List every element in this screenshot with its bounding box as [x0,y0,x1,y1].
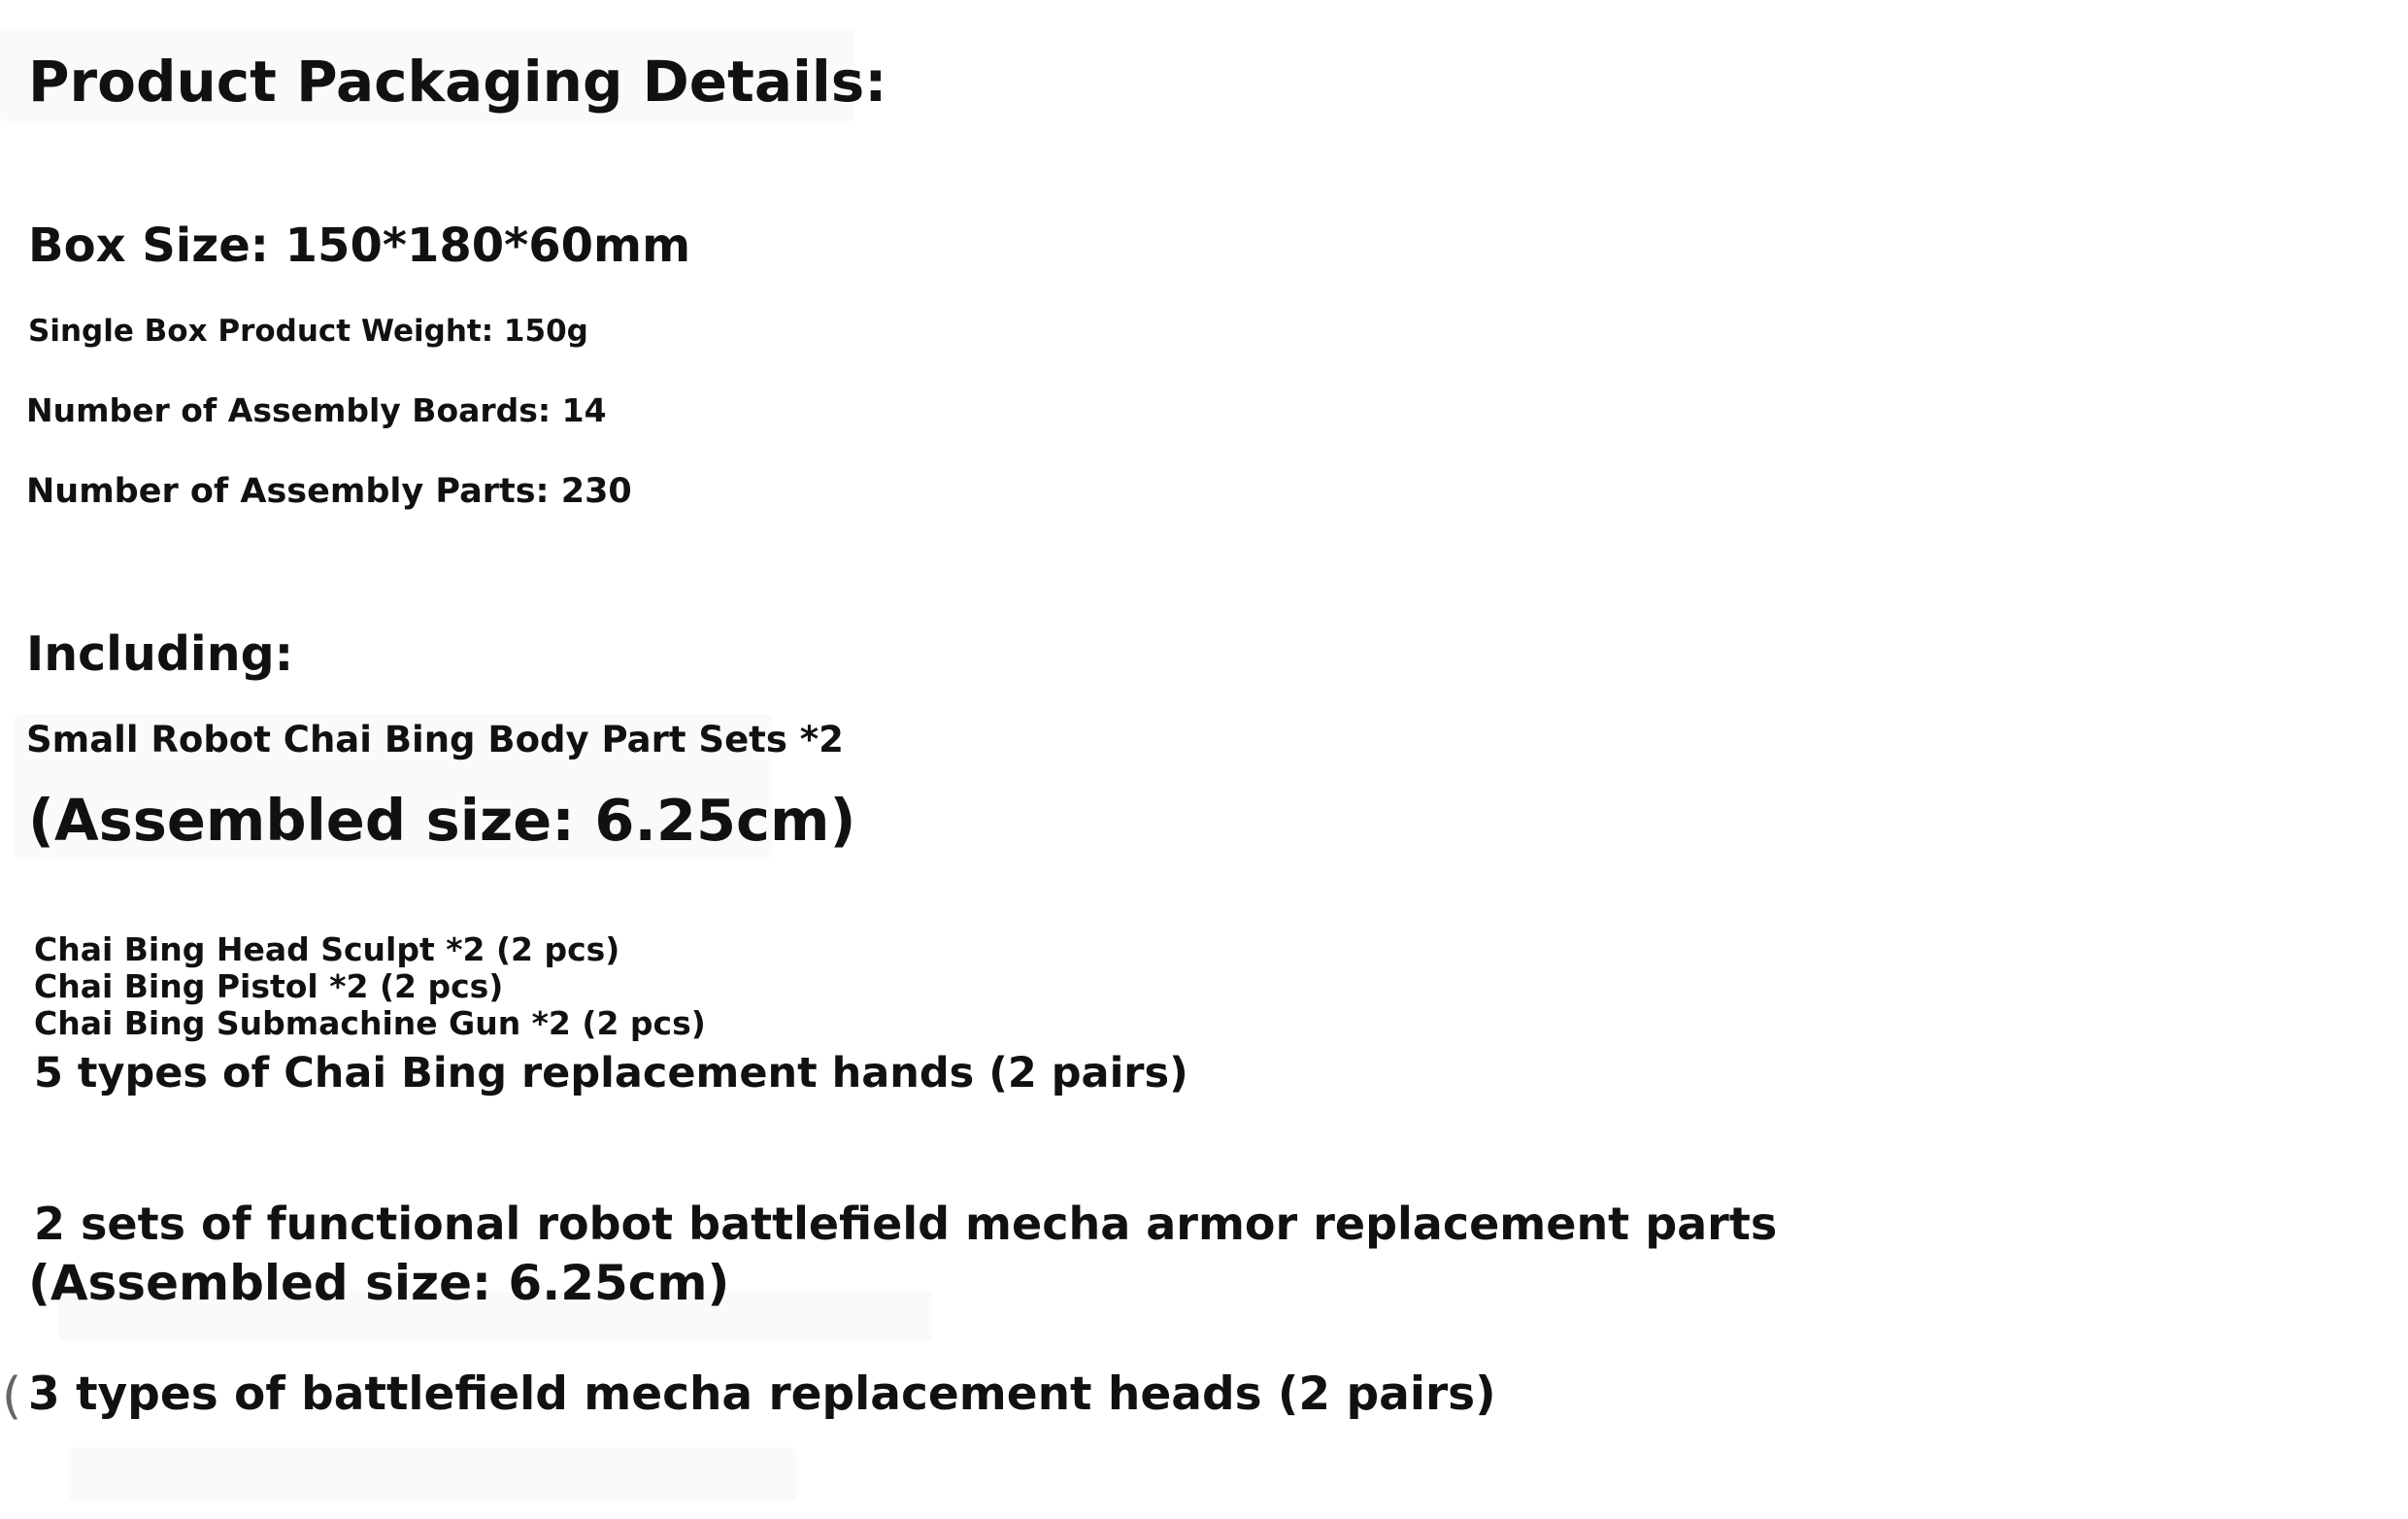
replacement-hands-text: 5 types of Chai Bing replacement hands (2 pairs) [34,1049,1188,1097]
body-part-sets-text: Small Robot Chai Bing Body Part Sets *2 [26,719,844,760]
replacement-heads-text: 3 types of battlefield mecha replacement heads (2 pairs) [28,1367,1496,1421]
parts-text: Number of Assembly Parts: 230 [26,472,632,511]
page-title: Product Packaging Details: [28,49,887,115]
list-item: Chai Bing Pistol *2 (2 pcs) [34,967,504,1005]
weight-text: Single Box Product Weight: 150g [28,314,588,349]
list-item: Chai Bing Submachine Gun *2 (2 pcs) [34,1004,706,1042]
including-heading: Including: [26,626,294,682]
box-size-text: Box Size: 150*180*60mm [28,219,691,273]
stray-parenthesis: ( [2,1367,22,1426]
background-patch [68,1447,796,1501]
armor-parts-text: 2 sets of functional robot battlefield mecha armor replacement parts [34,1198,1778,1250]
boards-text: Number of Assembly Boards: 14 [26,391,607,429]
list-item: Chai Bing Head Sculpt *2 (2 pcs) [34,930,620,968]
assembled-size-text: (Assembled size: 6.25cm) [28,787,856,854]
armor-assembled-size-text: (Assembled size: 6.25cm) [28,1255,730,1311]
